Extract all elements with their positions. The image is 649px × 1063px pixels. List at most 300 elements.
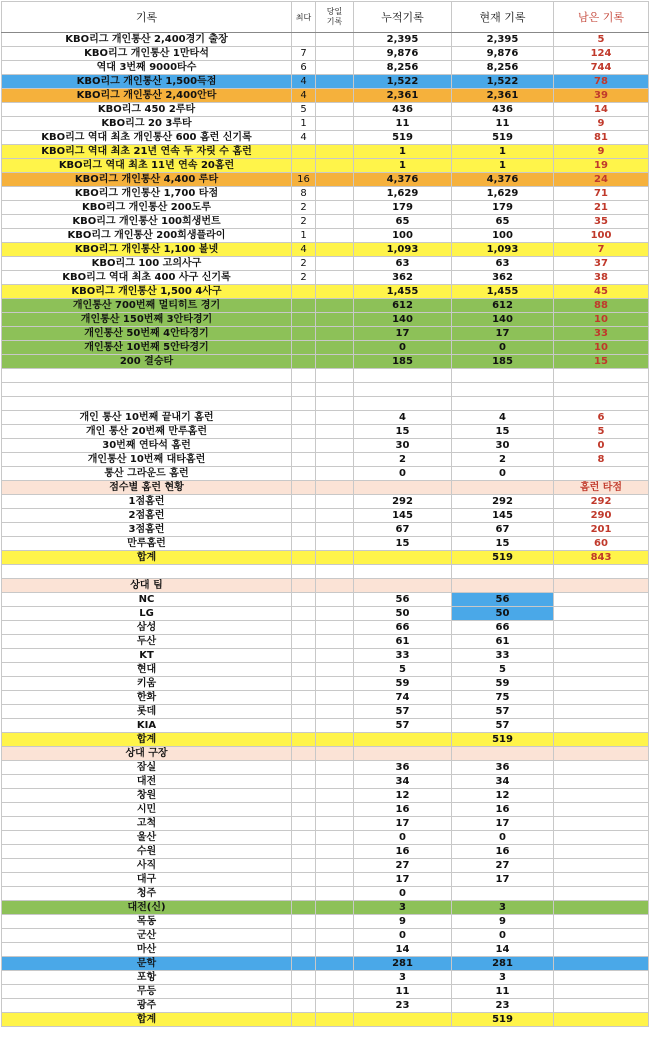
max-cell <box>292 845 316 859</box>
record-cell: 포항 <box>2 971 292 985</box>
max-cell: 2 <box>292 215 316 229</box>
max-cell: 4 <box>292 243 316 257</box>
max-cell <box>292 915 316 929</box>
table-row <box>2 439 649 453</box>
remaining-cell <box>554 369 649 383</box>
day-record-cell <box>316 663 354 677</box>
current-cell: 2 <box>452 453 554 467</box>
day-record-cell <box>316 887 354 901</box>
record-cell: 군산 <box>2 929 292 943</box>
remaining-cell <box>554 677 649 691</box>
day-record-cell <box>316 313 354 327</box>
cumulative-cell <box>354 551 452 565</box>
record-cell: 개인통산 700번째 멀티히트 경기 <box>2 299 292 313</box>
max-cell <box>292 887 316 901</box>
day-record-cell <box>316 215 354 229</box>
day-record-cell <box>316 145 354 159</box>
remaining-cell <box>554 831 649 845</box>
remaining-cell <box>554 901 649 915</box>
max-cell <box>292 145 316 159</box>
record-cell: KBO리그 개인통산 2,400안타 <box>2 89 292 103</box>
table-row <box>2 915 649 929</box>
remaining-cell <box>554 397 649 411</box>
table-row <box>2 999 649 1013</box>
max-cell <box>292 1013 316 1027</box>
remaining-cell <box>554 747 649 761</box>
day-record-cell <box>316 425 354 439</box>
max-cell <box>292 411 316 425</box>
cumulative-cell <box>354 369 452 383</box>
day-record-cell <box>316 131 354 145</box>
record-cell: 대구 <box>2 873 292 887</box>
cumulative-cell: 1,093 <box>354 243 452 257</box>
remaining-cell <box>554 579 649 593</box>
remaining-cell: 15 <box>554 355 649 369</box>
remaining-cell: 6 <box>554 411 649 425</box>
day-record-cell <box>316 397 354 411</box>
record-cell: 대전(신) <box>2 901 292 915</box>
day-record-cell <box>316 271 354 285</box>
current-cell: 140 <box>452 313 554 327</box>
current-cell: 1,629 <box>452 187 554 201</box>
day-record-cell <box>316 187 354 201</box>
cumulative-cell: 3 <box>354 901 452 915</box>
current-cell: 56 <box>452 593 554 607</box>
day-record-cell <box>316 369 354 383</box>
table-row <box>2 761 649 775</box>
day-record-cell <box>316 971 354 985</box>
cumulative-cell: 15 <box>354 425 452 439</box>
table-row <box>2 369 649 383</box>
cumulative-cell: 8,256 <box>354 61 452 75</box>
current-cell: 34 <box>452 775 554 789</box>
day-record-cell <box>316 761 354 775</box>
cumulative-cell: 17 <box>354 817 452 831</box>
max-cell <box>292 355 316 369</box>
table-row <box>2 663 649 677</box>
table-row <box>2 677 649 691</box>
cumulative-cell <box>354 383 452 397</box>
remaining-cell <box>554 467 649 481</box>
record-cell: KBO리그 개인통산 1,500득점 <box>2 75 292 89</box>
record-cell: 마산 <box>2 943 292 957</box>
record-cell: KBO리그 역대 최초 개인통산 600 홈런 신기록 <box>2 131 292 145</box>
day-record-cell <box>316 901 354 915</box>
cumulative-cell: 67 <box>354 523 452 537</box>
current-cell: 50 <box>452 607 554 621</box>
max-cell: 4 <box>292 131 316 145</box>
max-cell <box>292 873 316 887</box>
cumulative-cell: 0 <box>354 467 452 481</box>
record-cell: KBO리그 역대 최초 21년 연속 두 자릿 수 홈런 <box>2 145 292 159</box>
record-table <box>1 1 649 1027</box>
remaining-cell: 39 <box>554 89 649 103</box>
max-cell <box>292 761 316 775</box>
remaining-cell: 9 <box>554 145 649 159</box>
record-cell: 30번째 연타석 홈런 <box>2 439 292 453</box>
record-cell: 삼성 <box>2 621 292 635</box>
current-cell: 4,376 <box>452 173 554 187</box>
cumulative-cell: 185 <box>354 355 452 369</box>
cumulative-cell: 9,876 <box>354 47 452 61</box>
day-record-cell <box>316 831 354 845</box>
max-cell <box>292 663 316 677</box>
table-row <box>2 453 649 467</box>
remaining-cell <box>554 719 649 733</box>
remaining-cell: 10 <box>554 341 649 355</box>
cumulative-cell: 100 <box>354 229 452 243</box>
table-row <box>2 271 649 285</box>
day-record-cell <box>316 817 354 831</box>
cumulative-cell: 11 <box>354 985 452 999</box>
record-cell: KBO리그 450 2루타 <box>2 103 292 117</box>
record-table-body <box>2 33 649 1027</box>
max-cell <box>292 397 316 411</box>
current-cell: 292 <box>452 495 554 509</box>
day-record-cell <box>316 229 354 243</box>
remaining-cell: 5 <box>554 33 649 47</box>
record-cell: 개인 통산 10번째 끝내기 홈런 <box>2 411 292 425</box>
cumulative-cell: 61 <box>354 635 452 649</box>
max-cell <box>292 789 316 803</box>
record-cell: KBO리그 개인통산 2,400경기 출장 <box>2 33 292 47</box>
table-row <box>2 61 649 75</box>
table-row <box>2 397 649 411</box>
record-cell: 개인통산 10번째 5안타경기 <box>2 341 292 355</box>
record-cell: 개인통산 50번째 4안타경기 <box>2 327 292 341</box>
day-record-cell <box>316 285 354 299</box>
record-cell: 상대 팀 <box>2 579 292 593</box>
cumulative-cell: 4 <box>354 411 452 425</box>
current-cell: 15 <box>452 425 554 439</box>
day-record-cell <box>316 873 354 887</box>
max-cell <box>292 285 316 299</box>
table-row <box>2 467 649 481</box>
cumulative-cell: 436 <box>354 103 452 117</box>
header-record: 기록 <box>2 2 292 33</box>
day-record-cell <box>316 453 354 467</box>
current-cell: 436 <box>452 103 554 117</box>
max-cell <box>292 593 316 607</box>
day-record-cell <box>316 915 354 929</box>
remaining-cell <box>554 761 649 775</box>
remaining-cell <box>554 817 649 831</box>
cumulative-cell: 23 <box>354 999 452 1013</box>
cumulative-cell: 30 <box>354 439 452 453</box>
table-row <box>2 621 649 635</box>
record-cell: KBO리그 개인통산 1,700 타점 <box>2 187 292 201</box>
remaining-cell: 744 <box>554 61 649 75</box>
cumulative-cell: 33 <box>354 649 452 663</box>
table-row <box>2 257 649 271</box>
max-cell <box>292 425 316 439</box>
cumulative-cell: 1,455 <box>354 285 452 299</box>
table-row <box>2 285 649 299</box>
max-cell: 8 <box>292 187 316 201</box>
max-cell <box>292 747 316 761</box>
current-cell: 4 <box>452 411 554 425</box>
table-row <box>2 243 649 257</box>
record-cell: 고척 <box>2 817 292 831</box>
max-cell <box>292 901 316 915</box>
day-record-cell <box>316 593 354 607</box>
table-row <box>2 145 649 159</box>
cumulative-cell: 11 <box>354 117 452 131</box>
record-cell: 잠실 <box>2 761 292 775</box>
record-cell: LG <box>2 607 292 621</box>
cumulative-cell: 16 <box>354 803 452 817</box>
current-cell: 1,093 <box>452 243 554 257</box>
cumulative-cell: 17 <box>354 873 452 887</box>
max-cell <box>292 33 316 47</box>
day-record-cell <box>316 257 354 271</box>
max-cell: 2 <box>292 257 316 271</box>
current-cell: 17 <box>452 817 554 831</box>
day-record-cell <box>316 159 354 173</box>
remaining-cell <box>554 803 649 817</box>
remaining-cell: 7 <box>554 243 649 257</box>
record-cell: 청주 <box>2 887 292 901</box>
table-row <box>2 89 649 103</box>
max-cell <box>292 733 316 747</box>
day-record-cell <box>316 579 354 593</box>
remaining-cell: 45 <box>554 285 649 299</box>
day-record-cell <box>316 999 354 1013</box>
cumulative-cell <box>354 747 452 761</box>
remaining-cell: 33 <box>554 327 649 341</box>
record-cell: 목동 <box>2 915 292 929</box>
record-cell: KBO리그 개인통산 4,400 루타 <box>2 173 292 187</box>
remaining-cell: 0 <box>554 439 649 453</box>
current-cell: 33 <box>452 649 554 663</box>
max-cell <box>292 537 316 551</box>
table-row <box>2 565 649 579</box>
cumulative-cell: 2,361 <box>354 89 452 103</box>
max-cell <box>292 859 316 873</box>
record-cell: KIA <box>2 719 292 733</box>
max-cell <box>292 649 316 663</box>
day-record-cell <box>316 299 354 313</box>
record-cell: KBO리그 개인통산 1,500 4사구 <box>2 285 292 299</box>
table-row <box>2 523 649 537</box>
current-cell: 0 <box>452 831 554 845</box>
cumulative-cell: 1,629 <box>354 187 452 201</box>
table-row <box>2 173 649 187</box>
cumulative-cell: 27 <box>354 859 452 873</box>
max-cell <box>292 635 316 649</box>
table-row <box>2 299 649 313</box>
day-record-cell <box>316 341 354 355</box>
max-cell <box>292 579 316 593</box>
record-cell: KBO리그 역대 최초 400 사구 신기록 <box>2 271 292 285</box>
record-cell: KBO리그 개인통산 200희생플라이 <box>2 229 292 243</box>
day-record-cell <box>316 1013 354 1027</box>
max-cell <box>292 607 316 621</box>
day-record-cell <box>316 677 354 691</box>
current-cell: 362 <box>452 271 554 285</box>
max-cell <box>292 495 316 509</box>
max-cell <box>292 565 316 579</box>
day-record-cell <box>316 775 354 789</box>
remaining-cell: 8 <box>554 453 649 467</box>
table-row <box>2 873 649 887</box>
day-record-cell <box>316 859 354 873</box>
table-row <box>2 103 649 117</box>
cumulative-cell: 179 <box>354 201 452 215</box>
remaining-cell <box>554 859 649 873</box>
cumulative-cell: 4,376 <box>354 173 452 187</box>
current-cell: 9 <box>452 915 554 929</box>
record-cell: KBO리그 개인통산 100희생번트 <box>2 215 292 229</box>
day-record-cell <box>316 803 354 817</box>
max-cell: 4 <box>292 75 316 89</box>
table-row <box>2 803 649 817</box>
remaining-cell <box>554 873 649 887</box>
max-cell: 2 <box>292 201 316 215</box>
current-cell: 65 <box>452 215 554 229</box>
current-cell: 2,395 <box>452 33 554 47</box>
day-record-cell <box>316 649 354 663</box>
remaining-cell: 71 <box>554 187 649 201</box>
table-row <box>2 747 649 761</box>
table-row <box>2 75 649 89</box>
cumulative-cell: 17 <box>354 327 452 341</box>
table-row <box>2 229 649 243</box>
current-cell: 8,256 <box>452 61 554 75</box>
remaining-cell: 19 <box>554 159 649 173</box>
day-record-cell <box>316 61 354 75</box>
current-cell: 15 <box>452 537 554 551</box>
cumulative-cell: 0 <box>354 929 452 943</box>
day-record-cell <box>316 243 354 257</box>
remaining-cell <box>554 929 649 943</box>
cumulative-cell <box>354 565 452 579</box>
remaining-cell <box>554 971 649 985</box>
max-cell <box>292 817 316 831</box>
cumulative-cell: 74 <box>354 691 452 705</box>
max-cell <box>292 341 316 355</box>
table-row <box>2 117 649 131</box>
max-cell: 4 <box>292 89 316 103</box>
table-row <box>2 957 649 971</box>
table-row <box>2 327 649 341</box>
current-cell: 11 <box>452 117 554 131</box>
current-cell <box>452 747 554 761</box>
day-record-cell <box>316 201 354 215</box>
max-cell <box>292 677 316 691</box>
cumulative-cell: 63 <box>354 257 452 271</box>
remaining-cell: 35 <box>554 215 649 229</box>
max-cell <box>292 985 316 999</box>
remaining-cell <box>554 789 649 803</box>
max-cell: 2 <box>292 271 316 285</box>
current-cell: 23 <box>452 999 554 1013</box>
current-cell: 519 <box>452 1013 554 1027</box>
day-record-cell <box>316 327 354 341</box>
current-cell: 3 <box>452 971 554 985</box>
table-row <box>2 929 649 943</box>
table-row <box>2 607 649 621</box>
remaining-cell <box>554 957 649 971</box>
current-cell: 0 <box>452 341 554 355</box>
cumulative-cell: 57 <box>354 705 452 719</box>
current-cell: 5 <box>452 663 554 677</box>
remaining-cell: 124 <box>554 47 649 61</box>
cumulative-cell: 0 <box>354 831 452 845</box>
max-cell <box>292 159 316 173</box>
cumulative-cell: 2,395 <box>354 33 452 47</box>
max-cell <box>292 551 316 565</box>
record-cell: 현대 <box>2 663 292 677</box>
current-cell: 3 <box>452 901 554 915</box>
current-cell: 57 <box>452 719 554 733</box>
current-cell <box>452 369 554 383</box>
remaining-cell: 292 <box>554 495 649 509</box>
cumulative-cell: 292 <box>354 495 452 509</box>
current-cell: 281 <box>452 957 554 971</box>
current-cell: 12 <box>452 789 554 803</box>
remaining-cell <box>554 985 649 999</box>
remaining-cell: 201 <box>554 523 649 537</box>
cumulative-cell: 36 <box>354 761 452 775</box>
remaining-cell: 60 <box>554 537 649 551</box>
record-cell: 점수별 홈런 현황 <box>2 481 292 495</box>
record-cell: 키움 <box>2 677 292 691</box>
current-cell: 67 <box>452 523 554 537</box>
current-cell: 14 <box>452 943 554 957</box>
header-cumulative: 누적기록 <box>354 2 452 33</box>
record-cell: 만루홈런 <box>2 537 292 551</box>
record-cell <box>2 565 292 579</box>
cumulative-cell: 3 <box>354 971 452 985</box>
cumulative-cell <box>354 397 452 411</box>
day-record-cell <box>316 33 354 47</box>
current-cell: 57 <box>452 705 554 719</box>
record-cell: NC <box>2 593 292 607</box>
table-row <box>2 33 649 47</box>
max-cell <box>292 943 316 957</box>
max-cell <box>292 957 316 971</box>
cumulative-cell: 66 <box>354 621 452 635</box>
current-cell: 30 <box>452 439 554 453</box>
record-cell: 문학 <box>2 957 292 971</box>
day-record-cell <box>316 705 354 719</box>
record-cell: 3점홈런 <box>2 523 292 537</box>
cumulative-cell: 65 <box>354 215 452 229</box>
day-record-cell <box>316 607 354 621</box>
record-cell: 1점홈런 <box>2 495 292 509</box>
remaining-cell <box>554 691 649 705</box>
table-row <box>2 635 649 649</box>
header-max: 최다 <box>292 2 316 33</box>
record-cell: KBO리그 역대 최초 11년 연속 20홈런 <box>2 159 292 173</box>
remaining-cell <box>554 705 649 719</box>
table-row <box>2 411 649 425</box>
day-record-cell <box>316 103 354 117</box>
current-cell: 11 <box>452 985 554 999</box>
current-cell: 0 <box>452 467 554 481</box>
current-cell <box>452 887 554 901</box>
day-record-cell <box>316 929 354 943</box>
record-cell: 사직 <box>2 859 292 873</box>
record-cell: KBO리그 개인통산 200도루 <box>2 201 292 215</box>
day-record-cell <box>316 47 354 61</box>
header-current: 현재 기록 <box>452 2 554 33</box>
max-cell <box>292 691 316 705</box>
cumulative-cell: 1 <box>354 159 452 173</box>
table-row <box>2 943 649 957</box>
cumulative-cell <box>354 579 452 593</box>
